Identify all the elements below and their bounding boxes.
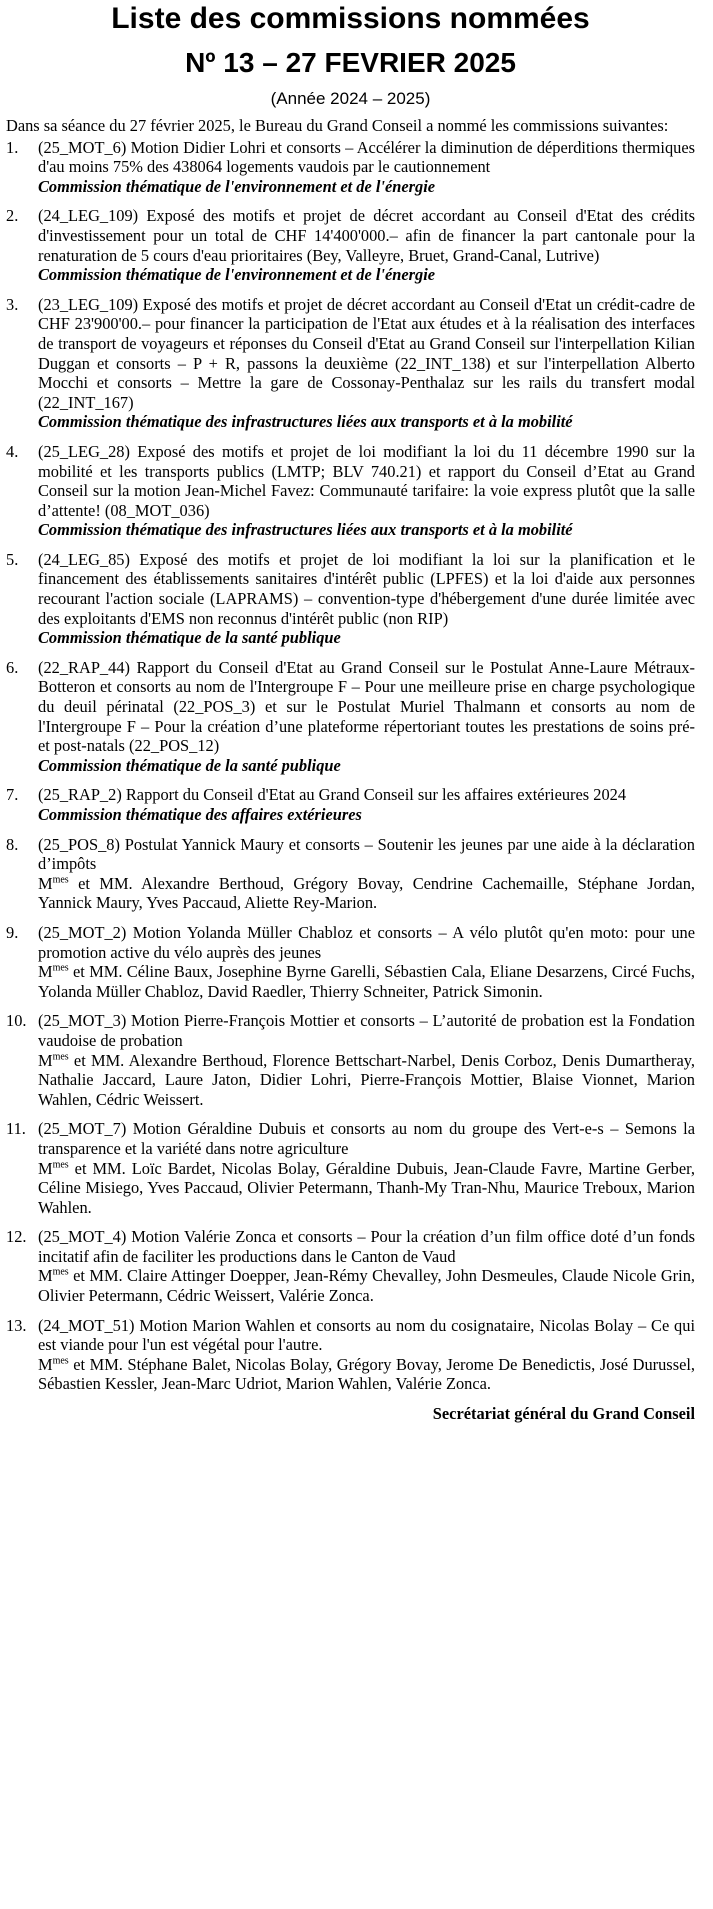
document-page <box>0 2 713 1909</box>
item-number: 13. <box>6 1315 27 1335</box>
item-number: 7. <box>6 785 19 805</box>
members-prefix-rest: et MM. <box>68 1354 128 1374</box>
item-body <box>38 923 695 1001</box>
item-text: (22_RAP_44) Rapport du Conseil d'Etat au Grand Conseil sur le Postulat Anne-Laure Métraux-Botteron et consorts au nom de l'Intergroupe F – Pour une meilleure prise en charge psychologique du deuil périnatal (22_POS_3) et sur le Postulat Muriel Thalmann et consorts au nom de l'Intergroupe F – Pour la création d’une plateforme répertoriant toutes les prestations de soins pré- et post-natals (22_POS_12) <box>38 657 695 756</box>
item-text: (25_MOT_3) Motion Pierre-François Mottier et consorts – L’autorité de probation est la Fondation vaudoise de probation <box>38 1011 695 1050</box>
members-list <box>38 1266 695 1305</box>
members-prefix-sup: mes <box>52 874 69 886</box>
item-number: 3. <box>6 294 19 314</box>
item-number: 2. <box>6 206 19 226</box>
member-names: Alexandre Berthoud, Florence Bettschart-Narbel, Denis Corboz, Denis Dumartheray, Nathalie Jaccard, Laure Jaton, Didier Lohri, Pierre-François Mottier, Blaise Vionnet, Marion Wahlen, Cédric Weissert. <box>38 1050 695 1109</box>
members-prefix-rest: et MM. <box>68 1158 132 1178</box>
item-text: (25_MOT_2) Motion Yolanda Müller Chabloz et consorts – A vélo plutôt qu'en moto: pour une promotion active du vélo auprès des jeunes <box>38 922 695 962</box>
item-text: (25_MOT_7) Motion Géraldine Dubuis et consorts au nom du groupe des Vert-e-s – Semons la transparence et la variété dans notre agriculture <box>38 1119 695 1158</box>
list-item <box>6 1227 695 1305</box>
item-number: 12. <box>6 1227 27 1247</box>
item-number: 11. <box>6 1119 26 1139</box>
commission-list <box>6 138 695 1394</box>
item-body <box>38 1227 695 1305</box>
item-body <box>38 550 695 648</box>
members-prefix: M <box>38 873 53 893</box>
item-text: (25_POS_8) Postulat Yannick Maury et consorts – Soutenir les jeunes par une aide à la déclaration d’impôts <box>38 834 695 874</box>
members-list <box>38 874 695 913</box>
member-names: Claire Attinger Doepper, Jean-Rémy Chevalley, John Desmeules, Claude Nicole Grin, Olivier Petermann, Cédric Weissert, Valérie Zonca. <box>38 1266 695 1306</box>
members-list <box>38 1159 695 1218</box>
list-item <box>6 295 695 432</box>
members-prefix-sup: mes <box>52 1051 69 1063</box>
list-item <box>6 785 695 824</box>
member-names: Céline Baux, Josephine Byrne Garelli, Sébastien Cala, Eliane Desarzens, Circé Fuchs, Yolanda Müller Chabloz, David Raedler, Thierry Schneiter, Patrick Simonin. <box>38 962 695 1001</box>
item-number: 4. <box>6 441 19 461</box>
item-number: 5. <box>6 549 19 569</box>
item-text: (24_LEG_85) Exposé des motifs et projet de loi modifiant la loi sur la planification et le financement des établissements sanitaires d'intérêt public (LPFES) et la loi d'aide aux personnes recourant l'action sociale (LAPRAMS) – convention-type d'hébergement d'une durée limitée avec des exploitants d'EMS non reconnus d'intérêt public (non RIP) <box>38 549 695 628</box>
item-body <box>38 206 695 284</box>
commission-name: Commission thématique des affaires extérieures <box>38 805 362 824</box>
list-item <box>6 138 695 197</box>
item-body <box>38 1316 695 1394</box>
member-names: Alexandre Berthoud, Grégory Bovay, Cendrine Cachemaille, Stéphane Jordan, Yannick Maury, Yves Paccaud, Aliette Rey-Marion. <box>38 873 695 913</box>
commission-name: Commission thématique de l'environnement et de l'énergie <box>38 265 436 285</box>
list-item <box>6 550 695 648</box>
members-prefix-sup: mes <box>52 1267 69 1278</box>
members-prefix: M <box>38 1354 53 1374</box>
intro-paragraph: Dans sa séance du 27 février 2025, le Bureau du Grand Conseil a nommé les commissions suivantes: <box>6 116 669 135</box>
members-prefix-sup: mes <box>52 962 69 974</box>
members-list <box>38 1355 695 1394</box>
item-text: (25_LEG_28) Exposé des motifs et projet de loi modifiant la loi du 11 décembre 1990 sur la mobilité et les transports publics (LMTP; BLV 740.21) et rapport du Conseil d’Etat au Grand Conseil sur la motion Jean-Michel Favez: Communauté tarifaire: la voie express plutôt que la salle d’attente! (08_MOT_036) <box>38 441 695 520</box>
list-item <box>6 658 695 776</box>
commission-name: Commission thématique de l'environnement et de l'énergie <box>38 176 436 196</box>
issue-number: Nº 13 – 27 FEVRIER 2025 <box>185 47 516 78</box>
members-list <box>38 962 695 1001</box>
members-prefix-rest: et MM. <box>68 873 142 893</box>
item-body <box>38 295 695 432</box>
item-body <box>38 442 695 540</box>
item-body <box>38 785 695 824</box>
list-item <box>6 1011 695 1109</box>
item-number: 9. <box>6 922 19 942</box>
members-prefix: M <box>38 962 53 982</box>
item-text: (25_RAP_2) Rapport du Conseil d'Etat au Grand Conseil sur les affaires extérieures 2024 <box>38 785 627 805</box>
item-text: (24_LEG_109) Exposé des motifs et projet de décret accordant au Conseil d'Etat des crédits d'investissement pour un total de CHF 14'400'000.– afin de financer la part cantonale pour la renaturation de 5 cours d'eau prioritaires (Bey, Valleyre, Bruet, Grand-Canal, Lutrive) <box>38 206 695 265</box>
commission-name: Commission thématique de la santé publique <box>38 755 341 775</box>
members-prefix-rest: et MM. <box>68 962 127 982</box>
commission-name: Commission thématique des infrastructures liées aux transports et à la mobilité <box>38 520 573 540</box>
members-prefix-rest: et MM. <box>68 1050 129 1070</box>
item-body <box>38 1119 695 1217</box>
item-text: (24_MOT_51) Motion Marion Wahlen et consorts au nom du cosignataire, Nicolas Bolay – Ce qui est viande pour l'un est végétal pour l'autre. <box>38 1315 695 1355</box>
commission-name: Commission thématique des infrastructures liées aux transports et à la mobilité <box>38 412 573 432</box>
members-prefix-sup: mes <box>52 1355 69 1367</box>
commission-name: Commission thématique de la santé publique <box>38 628 341 648</box>
list-item <box>6 923 695 1001</box>
signature: Secrétariat général du Grand Conseil <box>432 1404 695 1424</box>
item-number: 6. <box>6 657 19 677</box>
members-prefix-sup: mes <box>52 1159 69 1171</box>
member-names: Stéphane Balet, Nicolas Bolay, Grégory Bovay, Jerome De Benedictis, José Durussel, Sébastien Kessler, Jean-Marc Udriot, Marion Wahlen, Valérie Zonca. <box>38 1354 695 1394</box>
member-names: Loïc Bardet, Nicolas Bolay, Géraldine Dubuis, Jean-Claude Favre, Martine Gerber, Céline Misiego, Yves Paccaud, Olivier Petermann, Thanh-My Tran-Nhu, Maurice Treboux, Marion Wahlen. <box>38 1158 696 1217</box>
item-text: (25_MOT_4) Motion Valérie Zonca et consorts – Pour la création d’un film office doté d’un fonds incitatif afin de faciliter les productions dans le Canton de Vaud <box>38 1227 695 1266</box>
item-body <box>38 658 695 776</box>
session-year: (Année 2024 – 2025) <box>270 89 431 108</box>
item-number: 8. <box>6 834 19 854</box>
list-item <box>6 1316 695 1394</box>
list-item <box>6 1119 695 1217</box>
item-body <box>38 138 695 197</box>
item-text: (25_MOT_6) Motion Didier Lohri et consorts – Accélérer la diminution de déperditions thermiques d'au moins 75% des 438064 logements vaudois par le cautionnement <box>38 137 695 177</box>
item-number: 10. <box>6 1011 27 1031</box>
item-body <box>38 835 695 913</box>
item-text: (23_LEG_109) Exposé des motifs et projet de décret accordant au Conseil d'Etat un crédit-cadre de CHF 23'900'00.– pour financer la participation de l'Etat aux études et à la réalisation des interfaces de transport de voyageurs et réponses du Conseil d'Etat au Grand Conseil sur l'interpellation Kilian Duggan et consorts – P + R, passons la deuxième (22_INT_138) et sur l'interpellation Alberto Mocchi et consorts – Mettre la gare de Cossonay-Penthalaz sur les rails du transfert modal (22_INT_167) <box>38 294 695 412</box>
members-prefix: M <box>38 1266 53 1286</box>
members-list <box>38 1051 695 1110</box>
members-prefix: M <box>38 1050 53 1070</box>
list-item <box>6 835 695 913</box>
item-body <box>38 1011 695 1109</box>
members-prefix: M <box>38 1158 53 1178</box>
list-item <box>6 206 695 284</box>
members-prefix-rest: et MM. <box>68 1266 128 1286</box>
item-number: 1. <box>6 137 19 157</box>
list-item <box>6 442 695 540</box>
page-title: Liste des commissions nommées <box>111 2 590 35</box>
